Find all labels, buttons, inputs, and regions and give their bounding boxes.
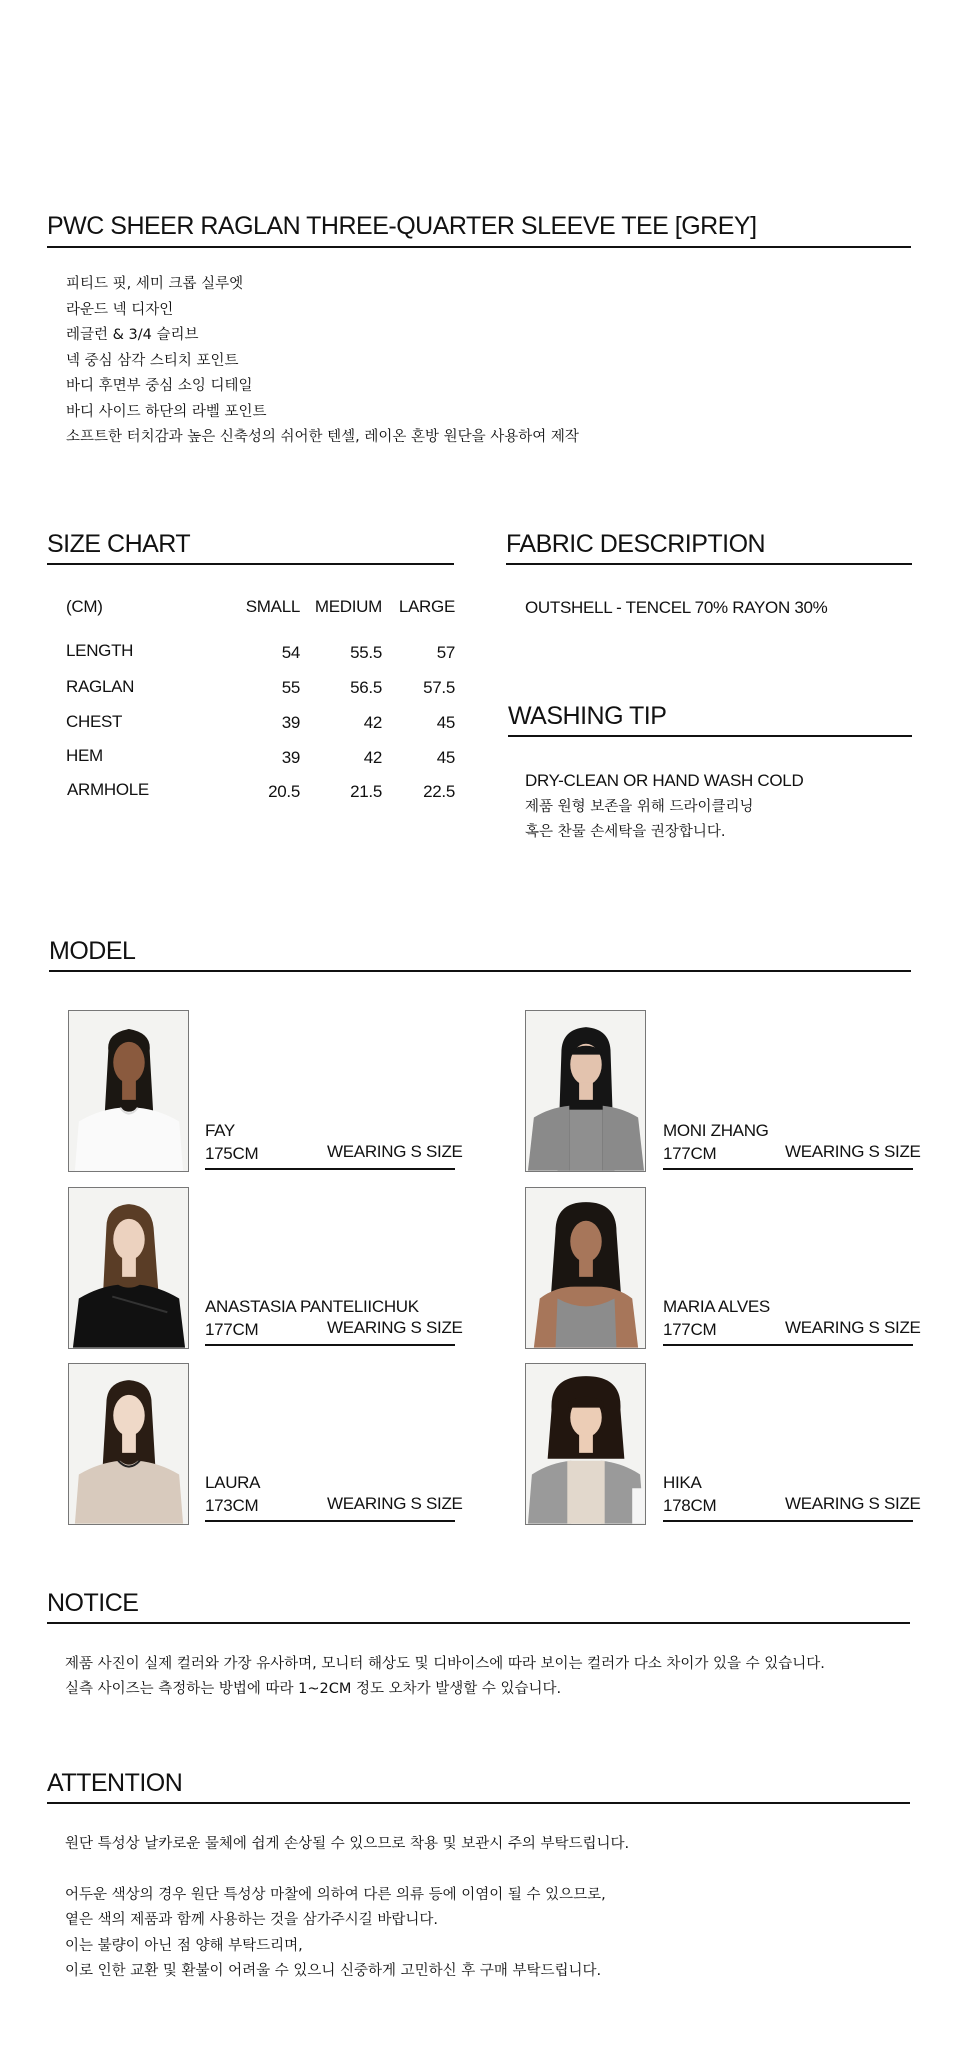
- size-col-medium: MEDIUM: [314, 597, 382, 616]
- model-name: ANASTASIA PANTELIICHUK: [205, 1297, 419, 1316]
- attention-line: 이로 인한 교환 및 환불이 어려울 수 있으니 신중하게 고민하신 후 구매 부탁드립니다.: [65, 1963, 602, 1979]
- feature-item: 라운드 넥 디자인: [66, 301, 174, 318]
- size-cell: 45: [436, 748, 455, 767]
- attention-line: 어두운 색상의 경우 원단 특성상 마찰에 의하여 다른 의류 등에 이염이 될 수 있으므로,: [65, 1887, 606, 1903]
- size-cell: 56.5: [350, 678, 382, 697]
- notice-divider: [47, 1622, 910, 1624]
- size-row-label: HEM: [66, 746, 103, 765]
- size-cell: 39: [281, 748, 300, 767]
- model-name: LAURA: [205, 1473, 261, 1492]
- model-wearing: WEARING S SIZE: [785, 1318, 921, 1337]
- model-name: HIKA: [663, 1473, 702, 1492]
- washing-text-ko: 혹은 찬물 손세탁을 권장합니다.: [525, 824, 726, 840]
- title-divider: [47, 246, 911, 248]
- attention-line: 옅은 색의 제품과 함께 사용하는 것을 삼가주시길 바랍니다.: [65, 1912, 439, 1928]
- attention-divider: [47, 1802, 910, 1804]
- model-heading: MODEL: [49, 937, 136, 965]
- model-wearing: WEARING S SIZE: [327, 1494, 463, 1513]
- size-row-label: ARMHOLE: [67, 780, 149, 799]
- size-cell: 45: [436, 713, 455, 732]
- model-name: MONI ZHANG: [663, 1121, 769, 1140]
- model-divider: [663, 1520, 913, 1522]
- attention-line: 이는 불량이 아닌 점 양해 부탁드리며,: [65, 1938, 303, 1954]
- feature-item: 바디 사이드 하단의 라벨 포인트: [66, 403, 267, 420]
- model-height: 177CM: [205, 1320, 259, 1339]
- model-divider: [49, 970, 911, 972]
- size-unit: (CM): [66, 597, 103, 616]
- size-row-label: RAGLAN: [66, 677, 135, 696]
- model-name: FAY: [205, 1121, 235, 1140]
- model-photo: [525, 1363, 646, 1525]
- model-height: 178CM: [663, 1496, 717, 1515]
- size-cell: 42: [363, 748, 382, 767]
- feature-item: 넥 중심 삼각 스티치 포인트: [66, 352, 239, 369]
- size-cell: 39: [281, 713, 300, 732]
- feature-item: 피티드 핏, 세미 크롭 실루엣: [66, 276, 244, 292]
- feature-item: 레글런 & 3/4 슬리브: [66, 327, 199, 343]
- model-photo: [68, 1010, 189, 1172]
- model-height: 177CM: [663, 1144, 717, 1163]
- size-cell: 57: [436, 643, 455, 662]
- attention-heading: ATTENTION: [47, 1769, 183, 1797]
- model-name: MARIA ALVES: [663, 1297, 770, 1316]
- notice-line: 실측 사이즈는 측정하는 방법에 따라 1~2CM 정도 오차가 발생할 수 있습니다.: [65, 1681, 562, 1697]
- model-divider: [205, 1520, 455, 1522]
- model-photo: [525, 1187, 646, 1349]
- model-photo: [68, 1363, 189, 1525]
- model-divider: [663, 1168, 913, 1170]
- washing-text-en: DRY-CLEAN OR HAND WASH COLD: [525, 771, 804, 790]
- notice-line: 제품 사진이 실제 컬러와 가장 유사하며, 모니터 해상도 및 디바이스에 따라 보이는 컬러가 다소 차이가 있을 수 있습니다.: [65, 1656, 825, 1672]
- feature-item: 바디 후면부 중심 소잉 디테일: [66, 378, 253, 394]
- model-wearing: WEARING S SIZE: [785, 1142, 921, 1161]
- attention-line: 원단 특성상 날카로운 물체에 쉽게 손상될 수 있으므로 착용 및 보관시 주의 부탁드립니다.: [65, 1836, 630, 1852]
- product-title: PWC SHEER RAGLAN THREE-QUARTER SLEEVE TEE [GREY]: [47, 212, 757, 240]
- size-chart-heading: SIZE CHART: [47, 530, 191, 558]
- fabric-divider: [506, 563, 912, 565]
- size-cell: 42: [363, 713, 382, 732]
- size-col-small: SMALL: [245, 597, 300, 616]
- size-cell: 57.5: [423, 678, 455, 697]
- size-row-label: LENGTH: [66, 641, 134, 660]
- size-cell: 20.5: [268, 782, 300, 801]
- size-cell: 55.5: [350, 643, 382, 662]
- size-cell: 22.5: [423, 782, 455, 801]
- washing-text-ko: 제품 원형 보존을 위해 드라이클리닝: [525, 799, 754, 815]
- size-chart-divider: [47, 563, 454, 565]
- notice-heading: NOTICE: [47, 1589, 139, 1617]
- model-height: 175CM: [205, 1144, 259, 1163]
- feature-list: [66, 272, 579, 451]
- size-col-large: LARGE: [398, 597, 455, 616]
- feature-item: 소프트한 터치감과 높은 신축성의 쉬어한 텐셀, 레이온 혼방 원단을 사용하여 제작: [66, 429, 579, 445]
- size-row-label: CHEST: [66, 712, 123, 731]
- fabric-text: OUTSHELL - TENCEL 70% RAYON 30%: [525, 598, 828, 617]
- model-wearing: WEARING S SIZE: [327, 1318, 463, 1337]
- model-divider: [205, 1344, 455, 1346]
- model-photo: [68, 1187, 189, 1349]
- model-divider: [663, 1344, 913, 1346]
- size-cell: 21.5: [350, 782, 382, 801]
- model-wearing: WEARING S SIZE: [327, 1142, 463, 1161]
- model-wearing: WEARING S SIZE: [785, 1494, 921, 1513]
- size-cell: 54: [281, 643, 300, 662]
- model-height: 173CM: [205, 1496, 259, 1515]
- size-cell: 55: [281, 678, 300, 697]
- model-photo: [525, 1010, 646, 1172]
- model-divider: [205, 1168, 455, 1170]
- washing-divider: [508, 735, 912, 737]
- fabric-heading: FABRIC DESCRIPTION: [506, 530, 766, 558]
- washing-heading: WASHING TIP: [508, 702, 667, 730]
- model-height: 177CM: [663, 1320, 717, 1339]
